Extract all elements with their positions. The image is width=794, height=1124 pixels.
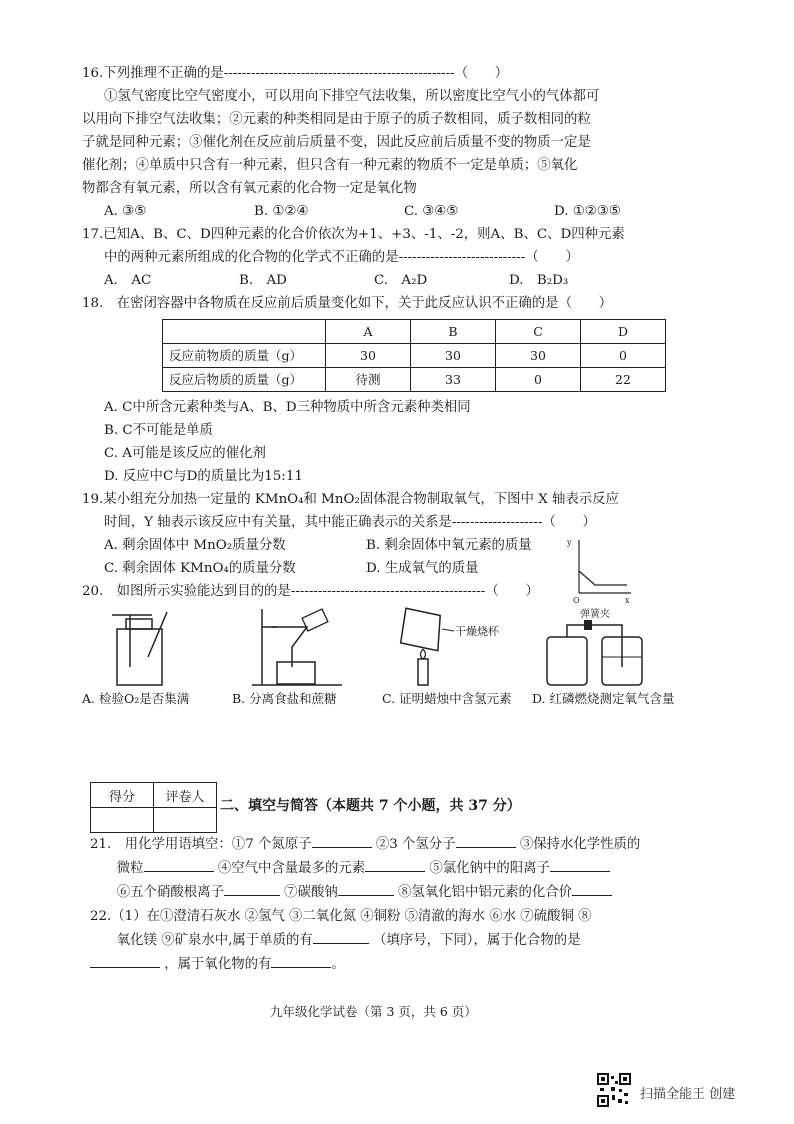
gas-bottle-icon	[82, 607, 202, 687]
q22-text: 。	[331, 957, 345, 972]
q22-line-1: 22.（1）在①澄清石灰水 ②氢气 ③二氧化氮 ④铜粉 ⑤清澈的海水 ⑥水 ⑦硫酸铜 ⑧	[90, 909, 592, 924]
q17-stem: 17.已知A、B、C、D四种元素的化合价依次为+1、+3、-1、-2，则A、B、C、D四种元素	[82, 227, 625, 242]
candle-beaker-icon	[382, 607, 502, 687]
q18-stem: 18. 在密闭容器中各物质在反应前后质量变化如下，关于此反应认识不正确的是（ ）	[82, 296, 613, 311]
q22-text: ，属于氧化物的有	[164, 957, 272, 972]
q16-option-d: D. ①②③⑤	[554, 204, 621, 219]
q18-option-c: C. A可能是该反应的催化剂	[104, 446, 266, 461]
q18-option-a: A. C中所含元素种类与A、B、D三种物质中所含元素种类相同	[104, 400, 471, 415]
answer-blank[interactable]	[144, 857, 214, 872]
q21-line-3	[90, 881, 690, 905]
q16-line-5: 物都含有氧元素，所以含有氧元素的化合物一定是氧化物	[82, 181, 417, 196]
q20-option-c: C. 证明蜡烛中含氢元素	[382, 691, 512, 706]
score-label: 得分	[91, 783, 154, 808]
answer-blank[interactable]	[456, 833, 516, 848]
table-cell: 待测	[326, 368, 411, 392]
q16-line-1: ①氢气密度比空气密度小，可以用向下排空气法收集，所以密度比空气小的气体都可	[104, 89, 600, 104]
reviewer-label: 评卷人	[154, 783, 217, 808]
answer-blank[interactable]	[365, 857, 425, 872]
q22-text: （填序号，下同），属于化合物的是	[373, 933, 581, 948]
q21-line-2	[90, 857, 690, 881]
q19-axis-x-label: x	[625, 596, 630, 605]
q20-figure-d	[532, 607, 682, 710]
scanner-brand: 扫描全能王 创建	[640, 1087, 736, 1102]
q17-option-a: A. AC	[104, 273, 152, 288]
table-cell: 33	[411, 368, 496, 392]
q16-option-c: C. ③④⑤	[404, 204, 459, 219]
q20-option-b: B. 分离食盐和蔗糖	[232, 691, 337, 706]
table-row	[163, 368, 666, 392]
reviewer-field[interactable]	[154, 808, 217, 833]
q20-figure-b	[232, 607, 382, 710]
answer-blank[interactable]	[312, 833, 372, 848]
answer-blank[interactable]	[550, 857, 610, 872]
q18-option-b: B. C不可能是单质	[104, 423, 213, 438]
table-cell: 30	[411, 344, 496, 368]
q20-option-d: D. 红磷燃烧测定氧气含量	[532, 691, 675, 706]
q18-option-d: D. 反应中C与D的质量比为15:11	[104, 469, 303, 484]
q16-line-3: 子就是同种元素；③催化剂在反应前后质量不变，因此反应前后质量不变的物质一定是	[82, 135, 591, 150]
question-block	[82, 62, 692, 710]
qr-code-icon	[597, 1073, 631, 1107]
score-table	[90, 782, 217, 833]
filter-funnel-icon	[232, 607, 352, 687]
answer-blank[interactable]	[90, 953, 160, 968]
q19-option-c: C. 剩余固体 KMnO₄的质量分数	[104, 561, 296, 576]
answer-blank[interactable]	[224, 881, 280, 896]
q16-line-4: 催化剂；④单质中只含有一种元素，但只含有一种元素的物质不一定是单质；⑤氧化	[82, 158, 578, 173]
q19-axis-y-label: y	[567, 538, 572, 547]
q17-stem-2: 中的两种元素所组成的化合物的化学式不正确的是----------------------------（ ）	[104, 250, 579, 265]
q21-text: 微粒	[90, 861, 144, 876]
q16-stem: 16.下列推理不正确的是---------------------------------------------------（ ）	[82, 66, 509, 81]
q21-text: ②3 个氢分子	[375, 837, 456, 852]
q17-option-b: B. AD	[239, 273, 287, 288]
q21-text: ③保持水化学性质的	[519, 837, 641, 852]
table-header: A	[326, 320, 411, 344]
answer-blank[interactable]	[313, 929, 369, 944]
q19-option-a: A. 剩余固体中 MnO₂质量分数	[104, 538, 286, 553]
score-field[interactable]	[91, 808, 154, 833]
table-cell: 30	[496, 344, 581, 368]
section-2-title: 二、填空与简答（本题共 7 个小题，共 37 分）	[220, 798, 521, 814]
q19-option-b: B. 剩余固体中氧元素的质量	[366, 538, 532, 553]
table-header-row	[163, 320, 666, 344]
table-cell: 反应后物质的质量（g）	[163, 368, 326, 392]
q20-figures	[82, 607, 682, 710]
table-header: B	[411, 320, 496, 344]
q19-stem: 19.某小组充分加热一定量的 KMnO₄和 MnO₂固体混合物制取氧气，下图中 X 轴表示反应	[82, 492, 619, 507]
q20-stem: 20. 如图所示实验能达到目的的是-------------------------------------------（ ）	[82, 584, 539, 599]
q17-options	[82, 269, 692, 292]
q22-text: 氧化镁 ⑨矿泉水中,属于单质的有	[90, 933, 313, 948]
q19-stem-2: 时间，Y 轴表示该反应中有关量，其中能正确表示的关系是--------------------（ ）	[104, 515, 596, 530]
q20-figure-c	[382, 607, 532, 710]
q20-label-spring-clip: 弹簧夹	[580, 609, 610, 620]
q20-option-a: A. 检验O₂是否集满	[82, 691, 190, 706]
q20-figure-a	[82, 607, 232, 710]
table-cell: 反应前物质的质量（g）	[163, 344, 326, 368]
q21-text: ⑦碳酸钠	[284, 885, 338, 900]
answer-blank[interactable]	[338, 881, 394, 896]
q21-text: ④空气中含量最多的元素	[217, 861, 366, 876]
q21-text: 21. 用化学用语填空：①7 个氮原子	[90, 837, 312, 852]
q20-label-dry-beaker: 干燥烧杯	[455, 625, 499, 638]
table-cell: 30	[326, 344, 411, 368]
q16-line-2: 以用向下排空气法收集；②元素的种类相同是由于原子的质子数相同，质子数相同的粒	[82, 112, 591, 127]
table-header: C	[496, 320, 581, 344]
q16-option-a: A. ③⑤	[104, 204, 147, 219]
q21-text: ⑥五个硝酸根离子	[90, 885, 224, 900]
table-cell: 0	[496, 368, 581, 392]
table-row	[163, 344, 666, 368]
table-header	[163, 320, 326, 344]
q17-option-c: C. A₂D	[374, 273, 428, 288]
phosphorus-bottles-icon	[532, 607, 672, 687]
answer-blank[interactable]	[271, 953, 331, 968]
fill-in-questions	[90, 833, 690, 977]
q22-line-2	[90, 929, 690, 953]
page-footer: 九年级化学试卷（第 3 页，共 6 页）	[270, 1004, 477, 1019]
q19-option-d: D. 生成氧气的质量	[366, 561, 479, 576]
q16-options	[82, 200, 692, 223]
q19-axes-icon	[565, 535, 635, 605]
q21-text: ⑤氯化钠中的阳离子	[429, 861, 550, 876]
table-header: D	[581, 320, 666, 344]
q17-option-d: D. B₂D₃	[509, 273, 569, 288]
q16-option-b: B. ①②④	[254, 204, 309, 219]
q18-table	[162, 319, 666, 392]
q19-graph	[565, 535, 635, 609]
q21-text: ⑧氢氧化铝中铝元素的化合价	[398, 885, 573, 900]
table-cell: 0	[581, 344, 666, 368]
answer-blank[interactable]	[572, 881, 612, 896]
table-cell: 22	[581, 368, 666, 392]
q21-line-1	[90, 833, 690, 857]
q19-origin-label: O	[573, 596, 580, 605]
q22-line-3	[90, 953, 690, 977]
